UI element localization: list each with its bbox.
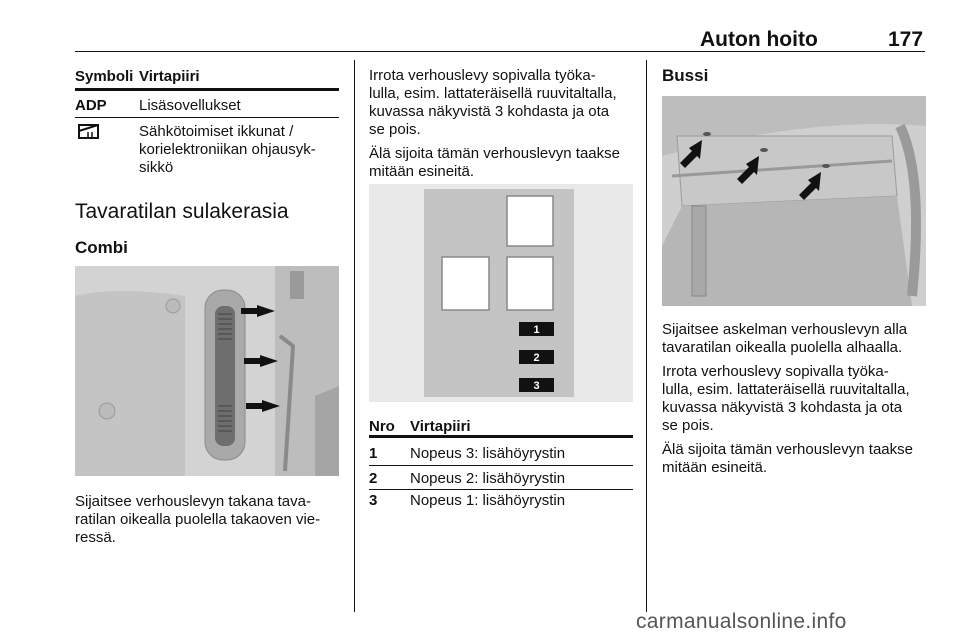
table-header-symbol: Symboli (75, 68, 134, 85)
paragraph-line: kuvassa näkyvistä 3 kohdasta ja ota (662, 399, 903, 416)
paragraph-line: mitään esineitä. (662, 459, 768, 476)
header-rule (75, 51, 925, 52)
fuse-label: 3 (533, 380, 540, 392)
paragraph-line: lulla, esim. lattateräisellä ruuvitaltalla, (369, 85, 617, 102)
paragraph-line: tavaratilan oikealla puolella alhaalla. (662, 339, 903, 356)
table-cell-number: 1 (369, 445, 378, 462)
section-title: Tavaratilan sulakerasia (75, 200, 289, 223)
page-header-title: Auton hoito (700, 28, 818, 51)
paragraph-line: Irrota verhouslevy sopivalla työka- (369, 67, 596, 84)
column-divider-2 (646, 60, 647, 612)
paragraph-line: lulla, esim. lattateräisellä ruuvitaltalla, (662, 381, 910, 398)
table-row-rule (75, 117, 339, 118)
table-header-rule (75, 88, 339, 91)
caption-line: ratilan oikealla puolella takaoven vie- (75, 511, 321, 528)
fuse-label: 1 (533, 324, 540, 336)
table-cell-circuit: Nopeus 1: lisähöyrystin (410, 492, 566, 509)
paragraph-line: se pois. (662, 417, 714, 434)
window-icon (76, 122, 102, 142)
table-cell-circuit: Nopeus 2: lisähöyrystin (410, 470, 566, 487)
table-cell-circuit: Lisäsovellukset (139, 97, 241, 114)
table-cell-circuit: Nopeus 3: lisähöyrystin (410, 445, 566, 462)
paragraph-line: kuvassa näkyvistä 3 kohdasta ja ota (369, 103, 610, 120)
paragraph-line: Sijaitsee askelman verhouslevyn alla (662, 321, 908, 338)
table-cell-number: 2 (369, 470, 378, 487)
page-number: 177 (888, 28, 924, 51)
table-cell-circuit: korielektroniikan ohjausyk- (139, 141, 316, 158)
table-header-circuit: Virtapiiri (139, 68, 200, 85)
table-cell-circuit: Sähkötoimiset ikkunat / (139, 123, 294, 140)
subsection-title-combi: Combi (75, 238, 128, 257)
table-cell-circuit: sikkö (139, 159, 174, 176)
table-row-rule (369, 465, 633, 466)
subsection-title-bussi: Bussi (662, 66, 709, 85)
paragraph-line: mitään esineitä. (369, 163, 475, 180)
bussi-panel-illustration (662, 96, 926, 306)
caption-line: Sijaitsee verhouslevyn takana tava- (75, 493, 311, 510)
fuse-label: 2 (533, 352, 540, 364)
table-header-circuit: Virtapiiri (410, 418, 471, 435)
table-cell-symbol: ADP (75, 97, 107, 114)
column-divider-1 (354, 60, 355, 612)
watermark: carmanualsonline.info (636, 610, 847, 633)
table-row-rule (369, 489, 633, 490)
fuse-layout-diagram (369, 184, 633, 402)
paragraph-line: Älä sijoita tämän verhouslevyn taakse (662, 441, 913, 458)
table-cell-number: 3 (369, 492, 378, 509)
caption-line: ressä. (75, 529, 116, 546)
paragraph-line: Älä sijoita tämän verhouslevyn taakse (369, 145, 620, 162)
paragraph-line: se pois. (369, 121, 421, 138)
paragraph-line: Irrota verhouslevy sopivalla työka- (662, 363, 889, 380)
combi-fusebox-illustration (75, 266, 339, 476)
table-header-number: Nro (369, 418, 395, 435)
table-header-rule (369, 435, 633, 438)
